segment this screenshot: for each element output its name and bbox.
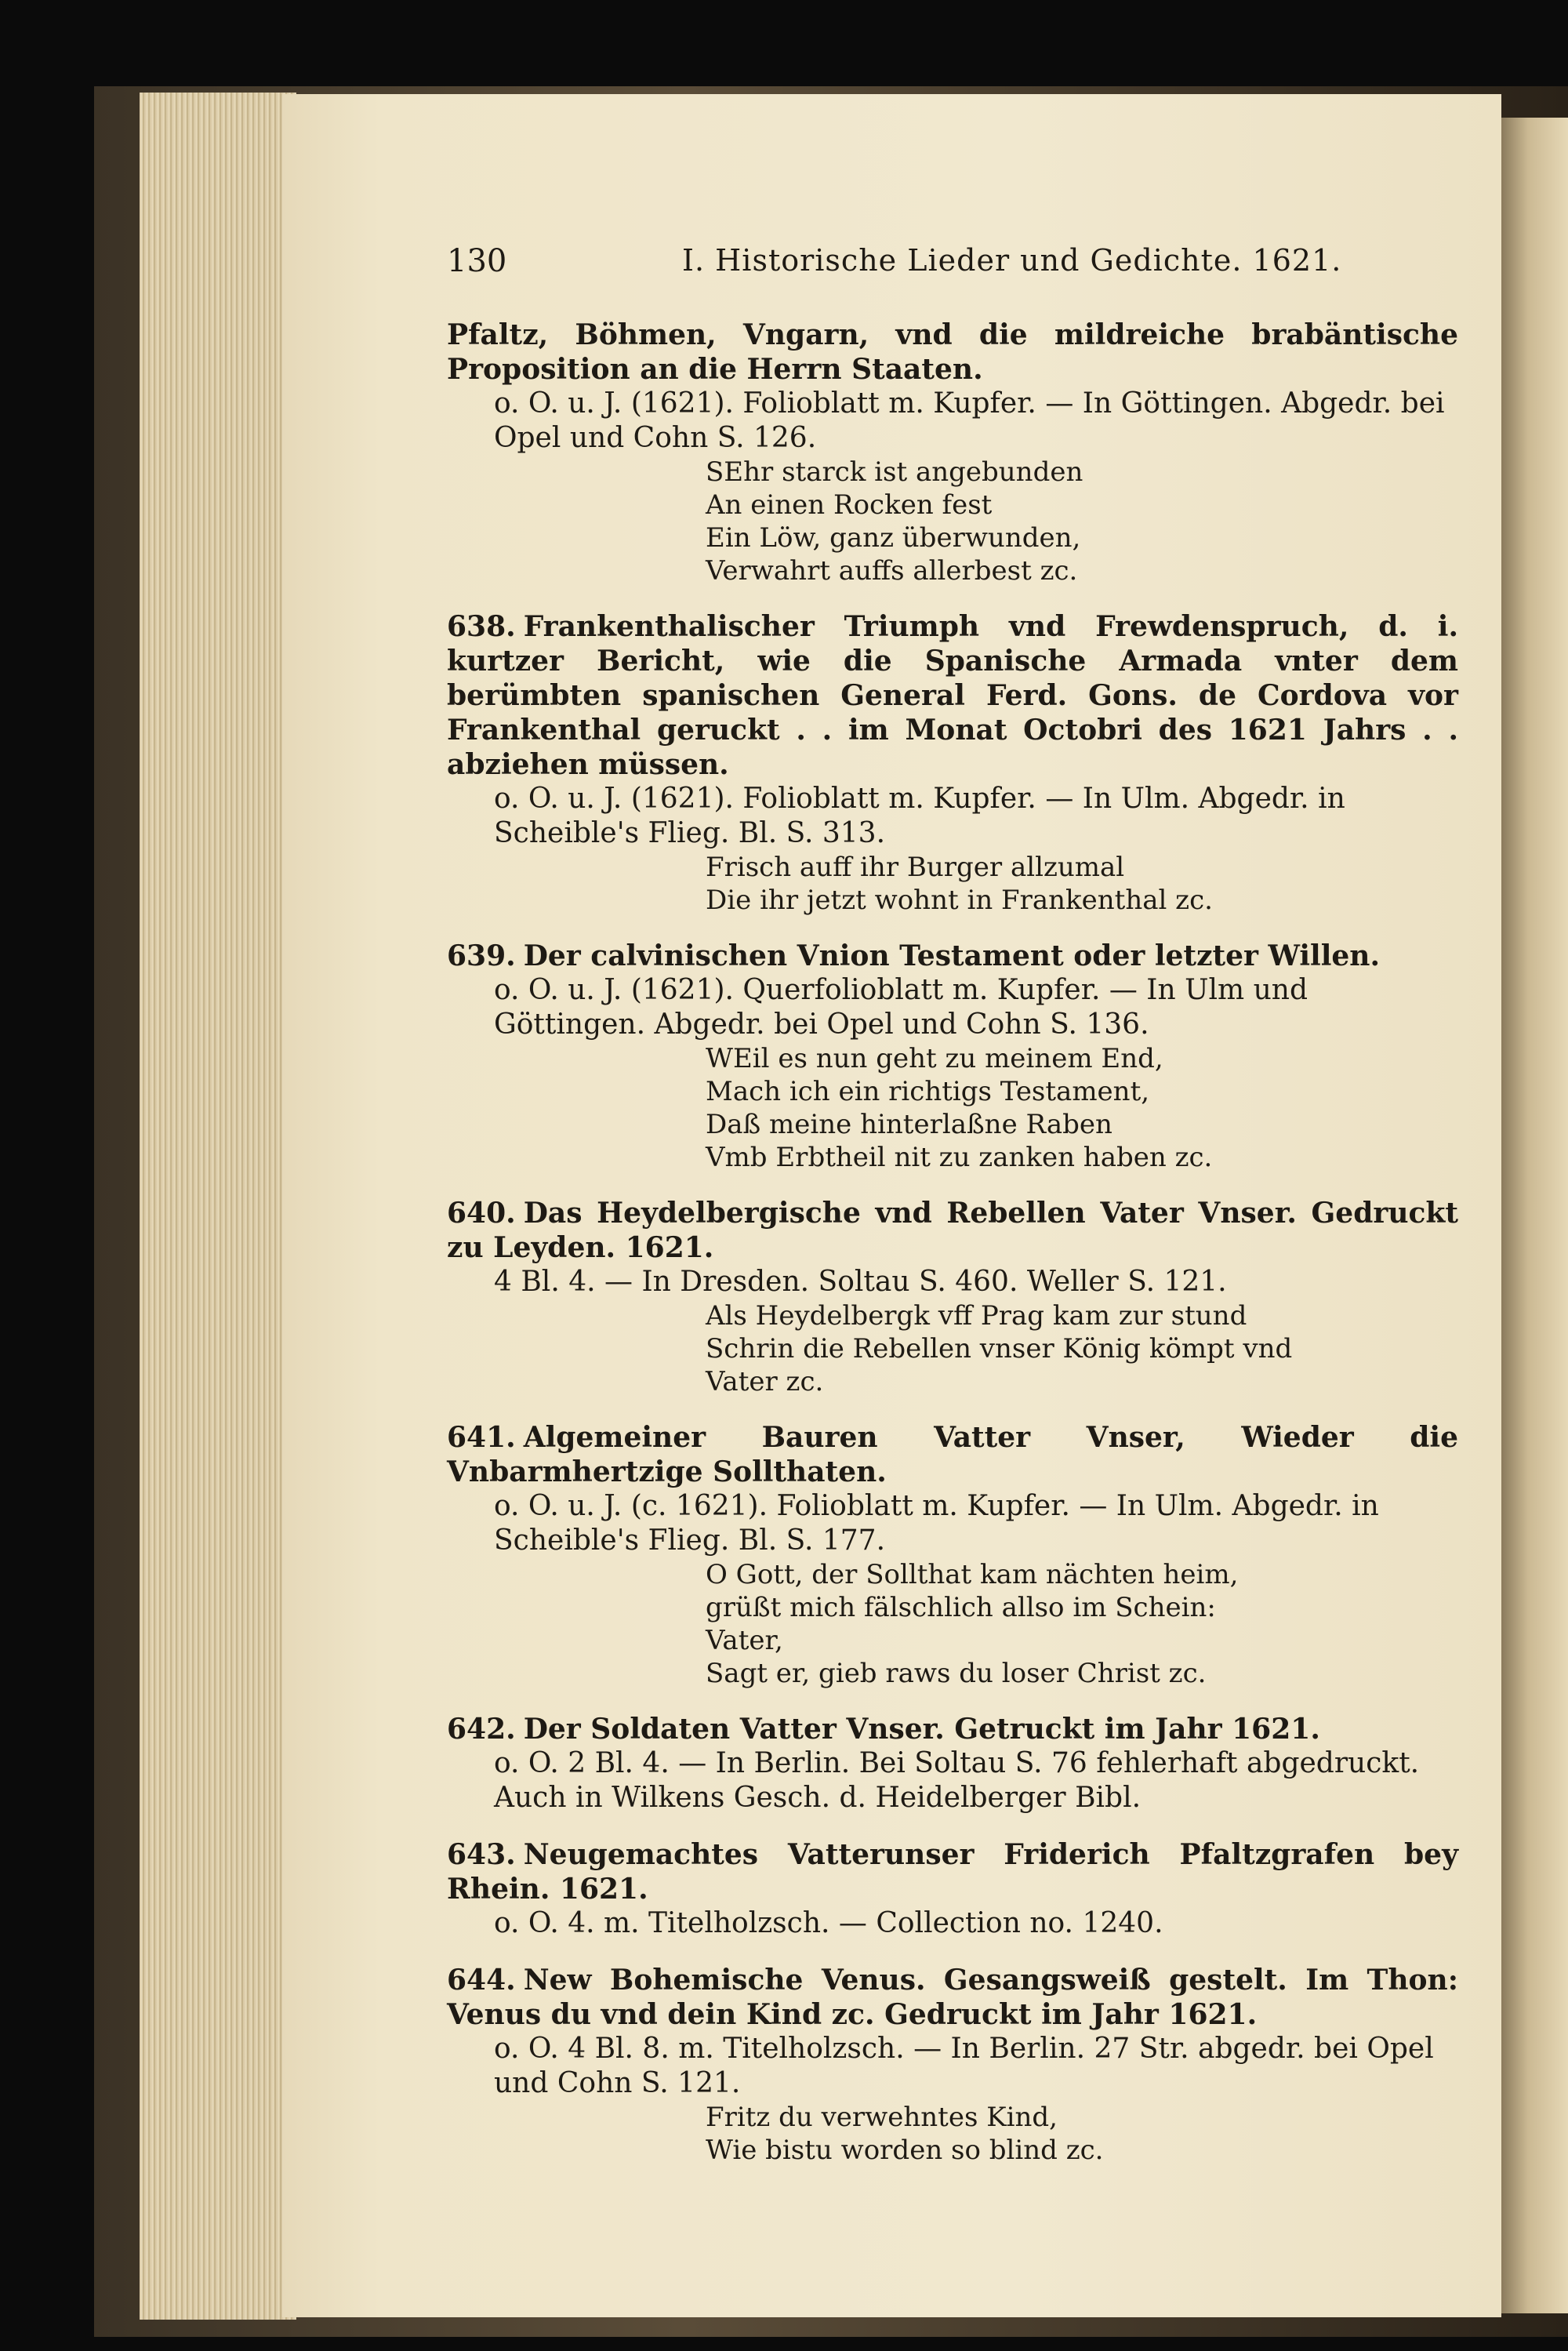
verse-line: Als Heydelbergk vff Prag kam zur stund [706,1300,1247,1332]
verse-line: Ein Löw, ganz überwunden, [706,522,1081,554]
entry-title-text: Der calvinischen Vnion Testament oder letzter Willen. [523,939,1380,972]
entry-verse [447,851,1458,917]
page-content [447,318,1458,2189]
entry-title [447,939,1458,973]
entry-title-text: New Bohemische Venus. Gesangsweiß gestelt. Im Thon: Venus du vnd dein Kind zc. Gedruckt im Jahr 1621. [447,1964,1458,2031]
entry-verse [447,1042,1458,1174]
verse-line: Mach ich ein richtigs Testament, [706,1076,1150,1107]
verse-line: Schrin die Rebellen vnser König kömpt vnd [706,1333,1293,1364]
entry-bibliographic-note: o. O. u. J. (1621). Querfolioblatt m. Kupfer. — In Ulm und Göttingen. Abgedr. bei Opel und Cohn S. 136. [494,974,1308,1041]
page-header [447,243,1454,290]
entry-bibliographic-note: o. O. 2 Bl. 4. — In Berlin. Bei Soltau S. 76 fehlerhaft abgedruckt. Auch in Wilkens Gesch. d. Heidelberger Bibl. [494,1747,1420,1814]
facing-page-edge [1501,118,1568,2313]
verse-line: Vater zc. [706,1366,824,1397]
entry-title-text: Algemeiner Bauren Vatter Vnser, Wieder die Vnbarmhertzige Sollthaten. [447,1421,1458,1488]
entry-title [447,1420,1458,1489]
entry-bibliographic-note: o. O. u. J. (1621). Folioblatt m. Kupfer. — In Göttingen. Abgedr. bei Opel und Cohn S. 126. [494,387,1445,454]
entry-title [447,609,1458,782]
page-edges [140,93,296,2320]
entry-title-text: Der Soldaten Vatter Vnser. Getruckt im Jahr 1621. [523,1713,1320,1746]
catalog-entry [447,1196,1458,1398]
entry-number: 640. [447,1197,516,1230]
entry-bibliographic-note: 4 Bl. 4. — In Dresden. Soltau S. 460. Weller S. 121. [494,1266,1227,1298]
verse-line: WEil es nun geht zu meinem End, [706,1043,1163,1074]
book-page [282,94,1501,2317]
entry-title-text: Neugemachtes Vatterunser Friderich Pfaltzgrafen bey Rhein. 1621. [447,1838,1458,1906]
verse-line: Vmb Erbtheil nit zu zanken haben zc. [706,1142,1213,1173]
verse-line: grüßt mich fälschlich allso im Schein: [706,1592,1216,1623]
entry-title [447,318,1458,387]
entry-verse [447,456,1458,587]
entry-title-text: Pfaltz, Böhmen, Vngarn, vnd die mildreiche brabäntische Proposition an die Herrn Staaten. [447,318,1458,386]
verse-line: Vater, [706,1625,783,1656]
catalog-entry [447,609,1458,917]
verse-line: Die ihr jetzt wohnt in Frankenthal zc. [706,885,1213,916]
entry-title-text: Das Heydelbergische vnd Rebellen Vater Vnser. Gedruckt zu Leyden. 1621. [447,1197,1458,1264]
entry-bibliographic-note: o. O. 4. m. Titelholzsch. — Collection no. 1240. [494,1907,1163,1939]
entry-verse [447,2101,1458,2167]
verse-line: Verwahrt auffs allerbest zc. [706,555,1078,587]
verse-line: O Gott, der Sollthat kam nächten heim, [706,1559,1239,1590]
entry-verse [447,1558,1458,1690]
catalog-entry [447,318,1458,587]
verse-line: Wie bistu worden so blind zc. [706,2135,1104,2166]
entry-number: 643. [447,1838,516,1871]
entry-bibliographic-note: o. O. 4 Bl. 8. m. Titelholzsch. — In Berlin. 27 Str. abgedr. bei Opel und Cohn S. 121. [494,2033,1434,2099]
entry-number: 644. [447,1964,516,1997]
entry-bibliographic-note: o. O. u. J. (c. 1621). Folioblatt m. Kupfer. — In Ulm. Abgedr. in Scheible's Flieg. Bl. S. 177. [494,1490,1379,1557]
verse-line: Daß meine hinterlaßne Raben [706,1109,1112,1140]
entry-number: 638. [447,610,516,643]
entry-title-text: Frankenthalischer Triumph vnd Frewdenspruch, d. i. kurtzer Bericht, wie die Spanische Armada vnter dem berümbten spanischen General Ferd. Gons. de Cordova vor Frankenthal geruckt . . im Monat Octobri des 1621 Jahrs . . abziehen müssen. [447,610,1458,781]
catalog-entry [447,1712,1458,1815]
entry-title [447,1196,1458,1265]
catalog-entry [447,1837,1458,1941]
entry-number: 641. [447,1421,516,1454]
catalog-entry [447,1420,1458,1690]
verse-line: Fritz du verwehntes Kind, [706,2102,1058,2133]
entry-title [447,1712,1458,1746]
entry-number: 639. [447,939,516,972]
catalog-entry [447,939,1458,1174]
page-number: 130 [447,243,507,279]
verse-line: SEhr starck ist angebunden [706,456,1083,488]
entry-verse [447,1299,1458,1398]
catalog-entry [447,1963,1458,2167]
entry-number: 642. [447,1713,516,1746]
running-head: I. Historische Lieder und Gedichte. 1621. [682,243,1342,278]
verse-line: An einen Rocken fest [706,489,993,521]
verse-line: Frisch auff ihr Burger allzumal [706,852,1125,883]
entry-title [447,1963,1458,2032]
verse-line: Sagt er, gieb raws du loser Christ zc. [706,1658,1207,1689]
entry-title [447,1837,1458,1906]
entry-bibliographic-note: o. O. u. J. (1621). Folioblatt m. Kupfer. — In Ulm. Abgedr. in Scheible's Flieg. Bl. S. 313. [494,783,1345,849]
